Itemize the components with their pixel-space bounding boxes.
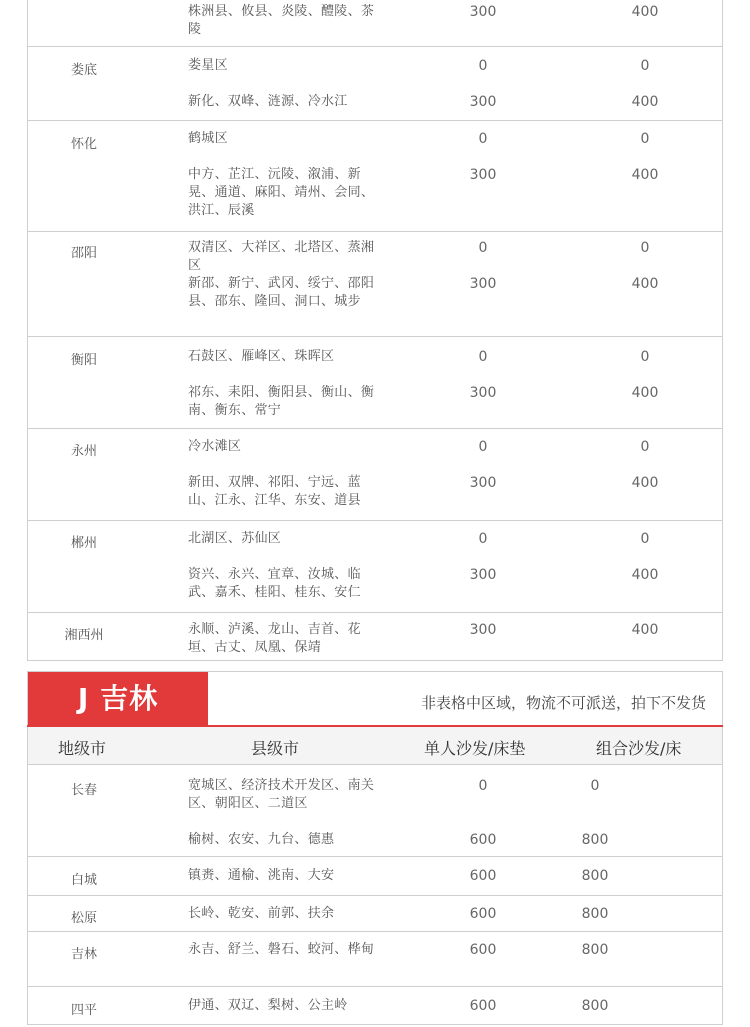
single-sofa-fee: 300 (469, 622, 497, 638)
county-cell: 伊通、双辽、梨树、公主岭 (188, 998, 348, 1013)
single-sofa-fee: 600 (469, 998, 497, 1014)
county-cell: 资兴、永兴、宜章、汝城、临武、嘉禾、桂阳、桂东、安仁 (188, 567, 361, 600)
single-sofa-fee: 300 (469, 567, 497, 583)
combo-sofa-fee: 0 (640, 349, 650, 365)
column-header-row (27, 727, 723, 765)
county-cell: 宽城区、经济技术开发区、南关区、朝阳区、二道区 (188, 778, 375, 811)
county-cell: 中方、芷江、沅陵、溆浦、新晃、通道、麻阳、靖州、会同、洪江、辰溪 (188, 167, 375, 218)
city-cell: 松原 (70, 911, 97, 926)
combo-sofa-fee: 400 (631, 276, 659, 292)
combo-sofa-fee: 400 (631, 167, 659, 183)
county-cell: 冷水滩区 (188, 439, 242, 454)
combo-sofa-fee: 800 (581, 832, 609, 848)
table-row-group (28, 613, 722, 668)
county-cell: 双清区、大祥区、北塔区、蒸湘区 (188, 240, 375, 273)
jilin-freight-table (27, 765, 723, 1025)
county-cell: 鹤城区 (188, 131, 228, 146)
combo-sofa-fee: 400 (631, 4, 659, 20)
table-row-group (28, 121, 722, 232)
table-row-group (28, 987, 722, 1027)
table-row-group (28, 429, 722, 521)
combo-sofa-fee: 0 (590, 778, 600, 794)
city-cell: 长春 (70, 783, 97, 798)
single-sofa-fee: 0 (478, 131, 488, 147)
city-cell: 白城 (70, 873, 97, 888)
col-header-city: 地级市 (58, 739, 107, 758)
table-row-group (28, 932, 722, 987)
city-cell: 娄底 (70, 63, 97, 78)
col-header-combo: 组合沙发/床 (596, 739, 682, 758)
delivery-note: 非表格中区域，物流不可派送，拍下不发货 (420, 694, 706, 712)
table-row-group (28, 0, 722, 47)
county-cell: 新化、双峰、涟源、冷水江 (188, 94, 348, 109)
county-cell: 永顺、泸溪、龙山、吉首、花垣、古丈、凤凰、保靖 (188, 622, 361, 655)
single-sofa-fee: 0 (478, 58, 488, 74)
single-sofa-fee: 300 (469, 94, 497, 110)
single-sofa-fee: 600 (469, 942, 497, 958)
combo-sofa-fee: 400 (631, 385, 659, 401)
combo-sofa-fee: 400 (631, 567, 659, 583)
col-header-single: 单人沙发/床垫 (424, 739, 526, 758)
single-sofa-fee: 600 (469, 832, 497, 848)
single-sofa-fee: 600 (469, 868, 497, 884)
city-cell: 四平 (70, 1003, 97, 1018)
single-sofa-fee: 0 (478, 349, 488, 365)
single-sofa-fee: 300 (469, 475, 497, 491)
city-cell: 怀化 (70, 137, 97, 152)
col-header-county: 县级市 (251, 739, 300, 758)
combo-sofa-fee: 0 (640, 58, 650, 74)
city-cell: 永州 (70, 444, 97, 459)
county-cell: 新田、双牌、祁阳、宁远、蓝山、江永、江华、东安、道县 (188, 475, 361, 508)
combo-sofa-fee: 800 (581, 998, 609, 1014)
table-row-group (28, 337, 722, 429)
county-cell: 永吉、舒兰、磐石、蛟河、桦甸 (188, 942, 375, 957)
city-cell: 邵阳 (70, 246, 97, 261)
county-cell: 株洲县、攸县、炎陵、醴陵、茶陵 (188, 4, 375, 37)
county-cell: 祁东、耒阳、衡阳县、衡山、衡南、衡东、常宁 (188, 385, 375, 418)
combo-sofa-fee: 400 (631, 622, 659, 638)
table-row-group (28, 857, 722, 896)
city-cell: 衡阳 (70, 353, 97, 368)
combo-sofa-fee: 800 (581, 906, 609, 922)
table-row-group (28, 47, 722, 121)
county-cell: 北湖区、苏仙区 (188, 531, 282, 546)
single-sofa-fee: 0 (478, 531, 488, 547)
table-row-group (28, 232, 722, 337)
single-sofa-fee: 300 (469, 4, 497, 20)
combo-sofa-fee: 800 (581, 868, 609, 884)
province-header (27, 671, 723, 726)
county-cell: 新邵、新宁、武冈、绥宁、邵阳县、邵东、隆回、洞口、城步 (188, 276, 375, 309)
combo-sofa-fee: 400 (631, 475, 659, 491)
county-cell: 石鼓区、雁峰区、珠晖区 (188, 349, 335, 364)
single-sofa-fee: 0 (478, 778, 488, 794)
table-row-group (28, 765, 722, 857)
combo-sofa-fee: 400 (631, 94, 659, 110)
combo-sofa-fee: 0 (640, 240, 650, 256)
single-sofa-fee: 600 (469, 906, 497, 922)
province-tag: J 吉林 (28, 672, 208, 726)
combo-sofa-fee: 800 (581, 942, 609, 958)
county-cell: 镇赉、通榆、洮南、大安 (188, 868, 335, 883)
county-cell: 榆树、农安、九台、德惠 (188, 832, 335, 847)
combo-sofa-fee: 0 (640, 531, 650, 547)
single-sofa-fee: 300 (469, 385, 497, 401)
hunan-freight-table (27, 0, 723, 661)
single-sofa-fee: 300 (469, 276, 497, 292)
city-cell: 吉林 (70, 947, 97, 962)
single-sofa-fee: 0 (478, 439, 488, 455)
table-row-group (28, 896, 722, 932)
combo-sofa-fee: 0 (640, 439, 650, 455)
single-sofa-fee: 0 (478, 240, 488, 256)
table-row-group (28, 521, 722, 613)
combo-sofa-fee: 0 (640, 131, 650, 147)
single-sofa-fee: 300 (469, 167, 497, 183)
city-cell: 郴州 (70, 536, 97, 551)
county-cell: 娄星区 (188, 58, 228, 73)
city-cell: 湘西州 (64, 628, 104, 643)
county-cell: 长岭、乾安、前郭、扶余 (188, 906, 335, 921)
